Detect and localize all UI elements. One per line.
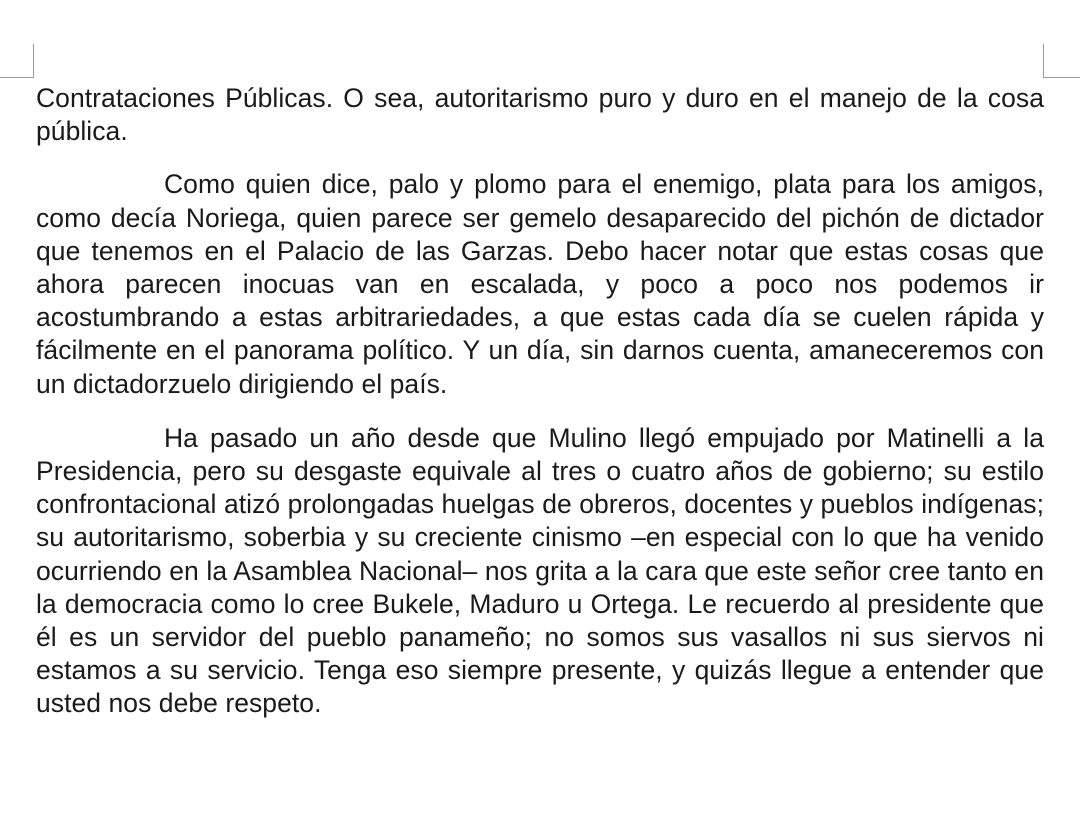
document-body[interactable]: [36, 82, 1044, 721]
paragraph-2: Como quien dice, palo y plomo para el enemigo, plata para los amigos, como decía Noriega, quien parece ser gemelo desaparecido del pichón de dictador que tenemos en el Palacio de las Garzas. Debo hacer notar que estas cosas que ahora parecen inocuas van en escalada, y poco a poco nos podemos ir acostumbrando a estas arbitrariedades, a que estas cada día se cuelen rápida y fácilmente en el panorama político. Y un día, sin darnos cuenta, amaneceremos con un dictadorzuelo dirigiendo el país.: [36, 169, 1044, 399]
margin-corner-mark-right: [1043, 44, 1080, 78]
paragraph-1: Contrataciones Públicas. O sea, autoritarismo puro y duro en el manejo de la cosa pública.: [36, 83, 1044, 147]
margin-corner-mark-left: [0, 44, 34, 78]
paragraph-3: Ha pasado un año desde que Mulino llegó empujado por Matinelli a la Presidencia, pero su desgaste equivale al tres o cuatro años de gobierno; su estilo confrontacional atizó prolongadas huelgas de obreros, docentes y pueblos indígenas; su autoritarismo, soberbia y su creciente cinismo –en especial con lo que ha venido ocurriendo en la Asamblea Nacional– nos grita a la cara que este señor cree tanto en la democracia como lo cree Bukele, Maduro u Ortega. Le recuerdo al presidente que él es un servidor del pueblo panameño; no somos sus vasallos ni sus siervos ni estamos a su servicio. Tenga eso siempre presente, y quizás llegue a entender que usted nos debe respeto.: [36, 422, 1044, 719]
